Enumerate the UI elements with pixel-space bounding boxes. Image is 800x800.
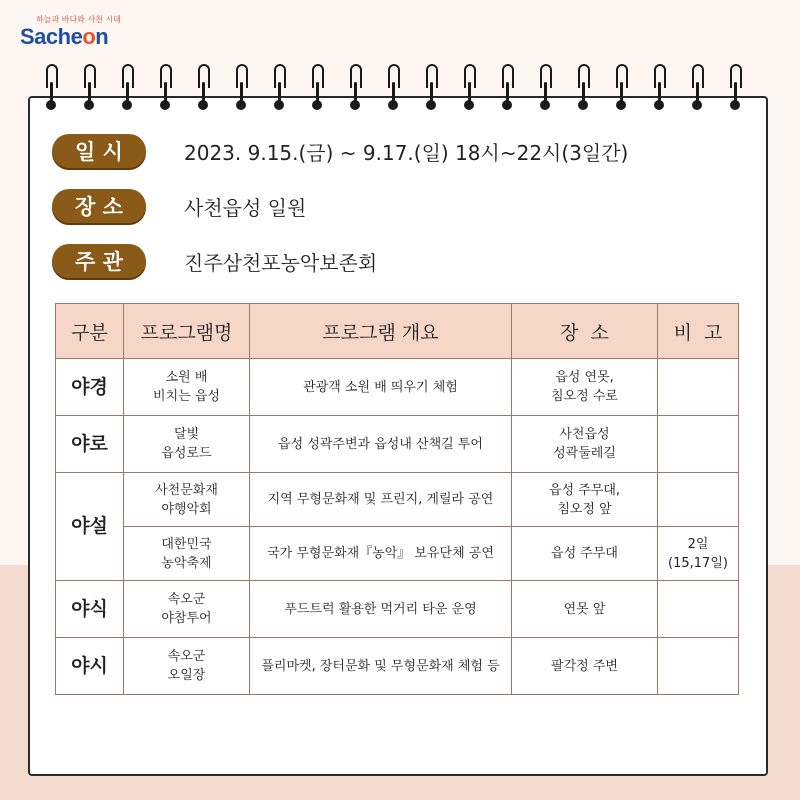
program-cell <box>124 359 250 416</box>
organizer-label-pill <box>52 244 146 278</box>
sacheon-logo <box>20 14 130 54</box>
spiral-ring-icon <box>160 64 170 110</box>
spiral-ring-icon <box>616 64 626 110</box>
category-cell: 야식 <box>56 581 124 638</box>
program-cell <box>124 416 250 473</box>
spiral-ring-icon <box>198 64 208 110</box>
header-overview: 프로그램 개요 <box>250 304 512 359</box>
category-cell: 야설 <box>56 473 124 581</box>
logo-wordmark-left: Sache <box>20 24 83 49</box>
venue-value: 사천읍성 일원 <box>184 195 307 220</box>
place-text: 사천읍성 성곽둘레길 <box>553 427 616 461</box>
place-cell <box>512 638 658 695</box>
overview-text: 플리마켓, 장터문화 및 무형문화재 체험 등 <box>261 658 500 674</box>
logo-wordmark-right: n <box>95 24 109 49</box>
table-row <box>56 638 739 695</box>
info-row-organizer <box>52 242 377 280</box>
spiral-ring-icon <box>578 64 588 110</box>
place-text: 읍성 연못, 침오정 수로 <box>551 370 618 404</box>
place-text: 팔각정 주변 <box>551 658 618 674</box>
header-place: 장 소 <box>512 304 658 359</box>
date-value: 2023. 9.15.(금) ~ 9.17.(일) 18시~22시(3일간) <box>184 140 629 165</box>
date-label-pill <box>52 134 146 168</box>
overview-text: 관광객 소원 배 띄우기 체험 <box>303 379 458 395</box>
category-cell: 야경 <box>56 359 124 416</box>
info-row-venue <box>52 187 306 225</box>
venue-label: 장 소 <box>75 195 123 219</box>
note-cell <box>658 416 739 473</box>
program-cell <box>124 581 250 638</box>
overview-text: 읍성 성곽주변과 읍성내 산책길 투어 <box>278 436 483 452</box>
place-text: 읍성 주무대 <box>551 546 618 561</box>
info-row-date <box>52 132 628 170</box>
program-text: 소원 배 비치는 읍성 <box>153 370 220 404</box>
note-cell <box>658 359 739 416</box>
organizer-value: 진주삼천포농악보존회 <box>184 250 378 275</box>
table-row <box>56 581 739 638</box>
program-cell <box>124 638 250 695</box>
program-text: 대한민국 농악축제 <box>161 536 212 571</box>
logo-wordmark <box>20 24 108 50</box>
category-cell: 야로 <box>56 416 124 473</box>
header-program: 프로그램명 <box>124 304 250 359</box>
overview-cell <box>250 416 512 473</box>
overview-text: 지역 무형문화재 및 프린지, 게릴라 공연 <box>267 492 494 507</box>
spiral-ring-icon <box>350 64 360 110</box>
table-row <box>56 359 739 416</box>
spiral-ring-icon <box>84 64 94 110</box>
program-text: 달빛 읍성로드 <box>161 427 212 461</box>
program-cell <box>124 473 250 527</box>
spiral-ring-icon <box>46 64 56 110</box>
overview-cell <box>250 473 512 527</box>
table-row <box>56 416 739 473</box>
note-cell <box>658 527 739 581</box>
table-header-row <box>56 304 739 359</box>
place-text: 읍성 주무대, 침오정 앞 <box>548 482 621 517</box>
spiral-binding <box>28 64 764 114</box>
overview-cell <box>250 638 512 695</box>
table-row <box>56 473 739 527</box>
spiral-ring-icon <box>312 64 322 110</box>
venue-label-pill <box>52 189 146 223</box>
spiral-ring-icon <box>122 64 132 110</box>
program-table <box>55 303 739 695</box>
program-text: 속오군 오일장 <box>167 649 206 683</box>
overview-cell <box>250 581 512 638</box>
logo-tagline: 하늘과 바다와 사천 시대 <box>36 15 121 24</box>
table-row <box>56 527 739 581</box>
organizer-label: 주 관 <box>75 250 123 274</box>
overview-text: 푸드트럭 활용한 먹거리 타운 운영 <box>284 601 477 617</box>
overview-text: 국가 무형문화재『농악』 보유단체 공연 <box>267 546 494 561</box>
note-text: 2일 (15,17일) <box>668 536 728 571</box>
overview-cell <box>250 359 512 416</box>
place-cell <box>512 473 658 527</box>
spiral-ring-icon <box>464 64 474 110</box>
spiral-ring-icon <box>236 64 246 110</box>
spiral-ring-icon <box>730 64 740 110</box>
note-cell <box>658 581 739 638</box>
spiral-ring-icon <box>274 64 284 110</box>
logo-heart-icon: o <box>82 24 96 49</box>
spiral-ring-icon <box>388 64 398 110</box>
program-cell <box>124 527 250 581</box>
spiral-ring-icon <box>426 64 436 110</box>
program-text: 속오군 야참투어 <box>161 592 212 626</box>
date-label: 일 시 <box>75 140 123 164</box>
header-category: 구분 <box>56 304 124 359</box>
note-cell <box>658 638 739 695</box>
spiral-ring-icon <box>692 64 702 110</box>
note-cell <box>658 473 739 527</box>
overview-cell <box>250 527 512 581</box>
header-note: 비 고 <box>658 304 739 359</box>
spiral-ring-icon <box>502 64 512 110</box>
program-text: 사천문화재 야행악회 <box>155 482 218 517</box>
place-cell <box>512 416 658 473</box>
place-cell <box>512 359 658 416</box>
spiral-ring-icon <box>654 64 664 110</box>
spiral-ring-icon <box>540 64 550 110</box>
category-cell: 야시 <box>56 638 124 695</box>
place-text: 연못 앞 <box>563 601 606 617</box>
place-cell <box>512 527 658 581</box>
place-cell <box>512 581 658 638</box>
